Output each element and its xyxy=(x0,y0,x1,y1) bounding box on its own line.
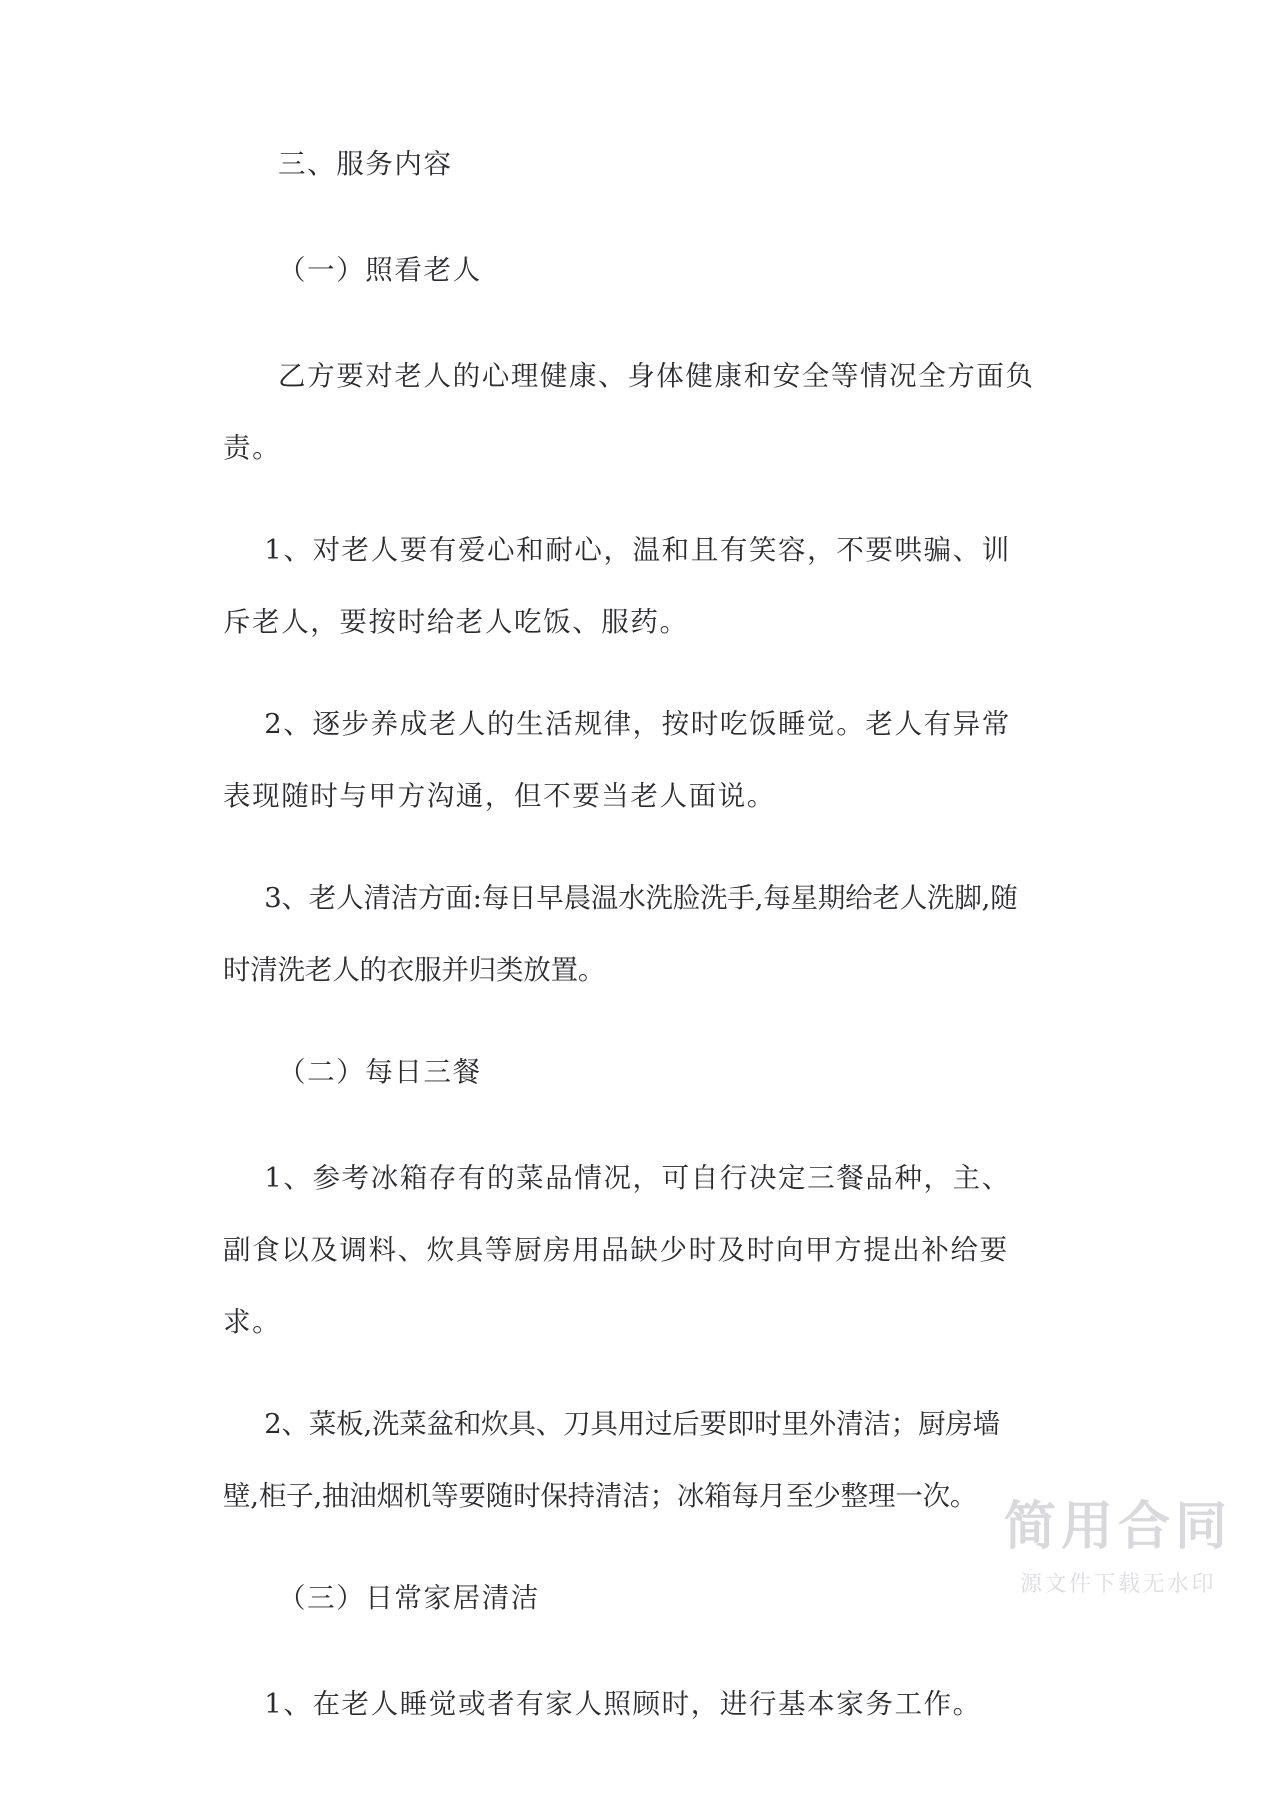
section-heading-service-content: 三、服务内容 xyxy=(278,148,453,180)
watermark xyxy=(1003,1497,1232,1598)
subsection-heading-care-for-elderly: （一）照看老人 xyxy=(278,254,482,286)
paragraph-party-b-responsibility: 乙方要对老人的心理健康、身体健康和安全等情况全方面负责。 xyxy=(223,360,1035,464)
document-body xyxy=(223,128,1035,1770)
list-item-care-2: 2、逐步养成老人的生活规律，按时吃饭睡觉。老人有异常表现随时与甲方沟通，但不要当老人面说。 xyxy=(223,708,1011,812)
subsection-heading-daily-housekeeping: （三）日常家居清洁 xyxy=(278,1582,540,1614)
list-item-care-1: 1、对老人要有爱心和耐心，温和且有笑容，不要哄骗、训斥老人，要按时给老人吃饭、服药。 xyxy=(223,534,1011,638)
list-item-housekeeping-1: 1、在老人睡觉或者有家人照顾时，进行基本家务工作。 xyxy=(264,1688,982,1720)
watermark-brand-text: 简用合同 xyxy=(1003,1497,1232,1558)
watermark-subtitle-text: 源文件下载无水印 xyxy=(1019,1572,1216,1597)
list-item-care-3: 3、老人清洁方面:每日早晨温水洗脸洗手,每星期给老人洗脚,随时清洗老人的衣服并归类放置。 xyxy=(223,882,1018,986)
list-item-meals-1: 1、参考冰箱存有的菜品情况，可自行决定三餐品种，主、副食以及调料、炊具等厨房用品缺少时及时向甲方提出补给要求。 xyxy=(223,1162,1011,1338)
list-item-meals-2: 2、菜板,洗菜盆和炊具、刀具用过后要即时里外清洁；厨房墙壁,柜子,抽油烟机等要随时保持清洁；冰箱每月至少整理一次。 xyxy=(223,1408,1000,1512)
subsection-heading-daily-meals: （二）每日三餐 xyxy=(278,1056,482,1088)
